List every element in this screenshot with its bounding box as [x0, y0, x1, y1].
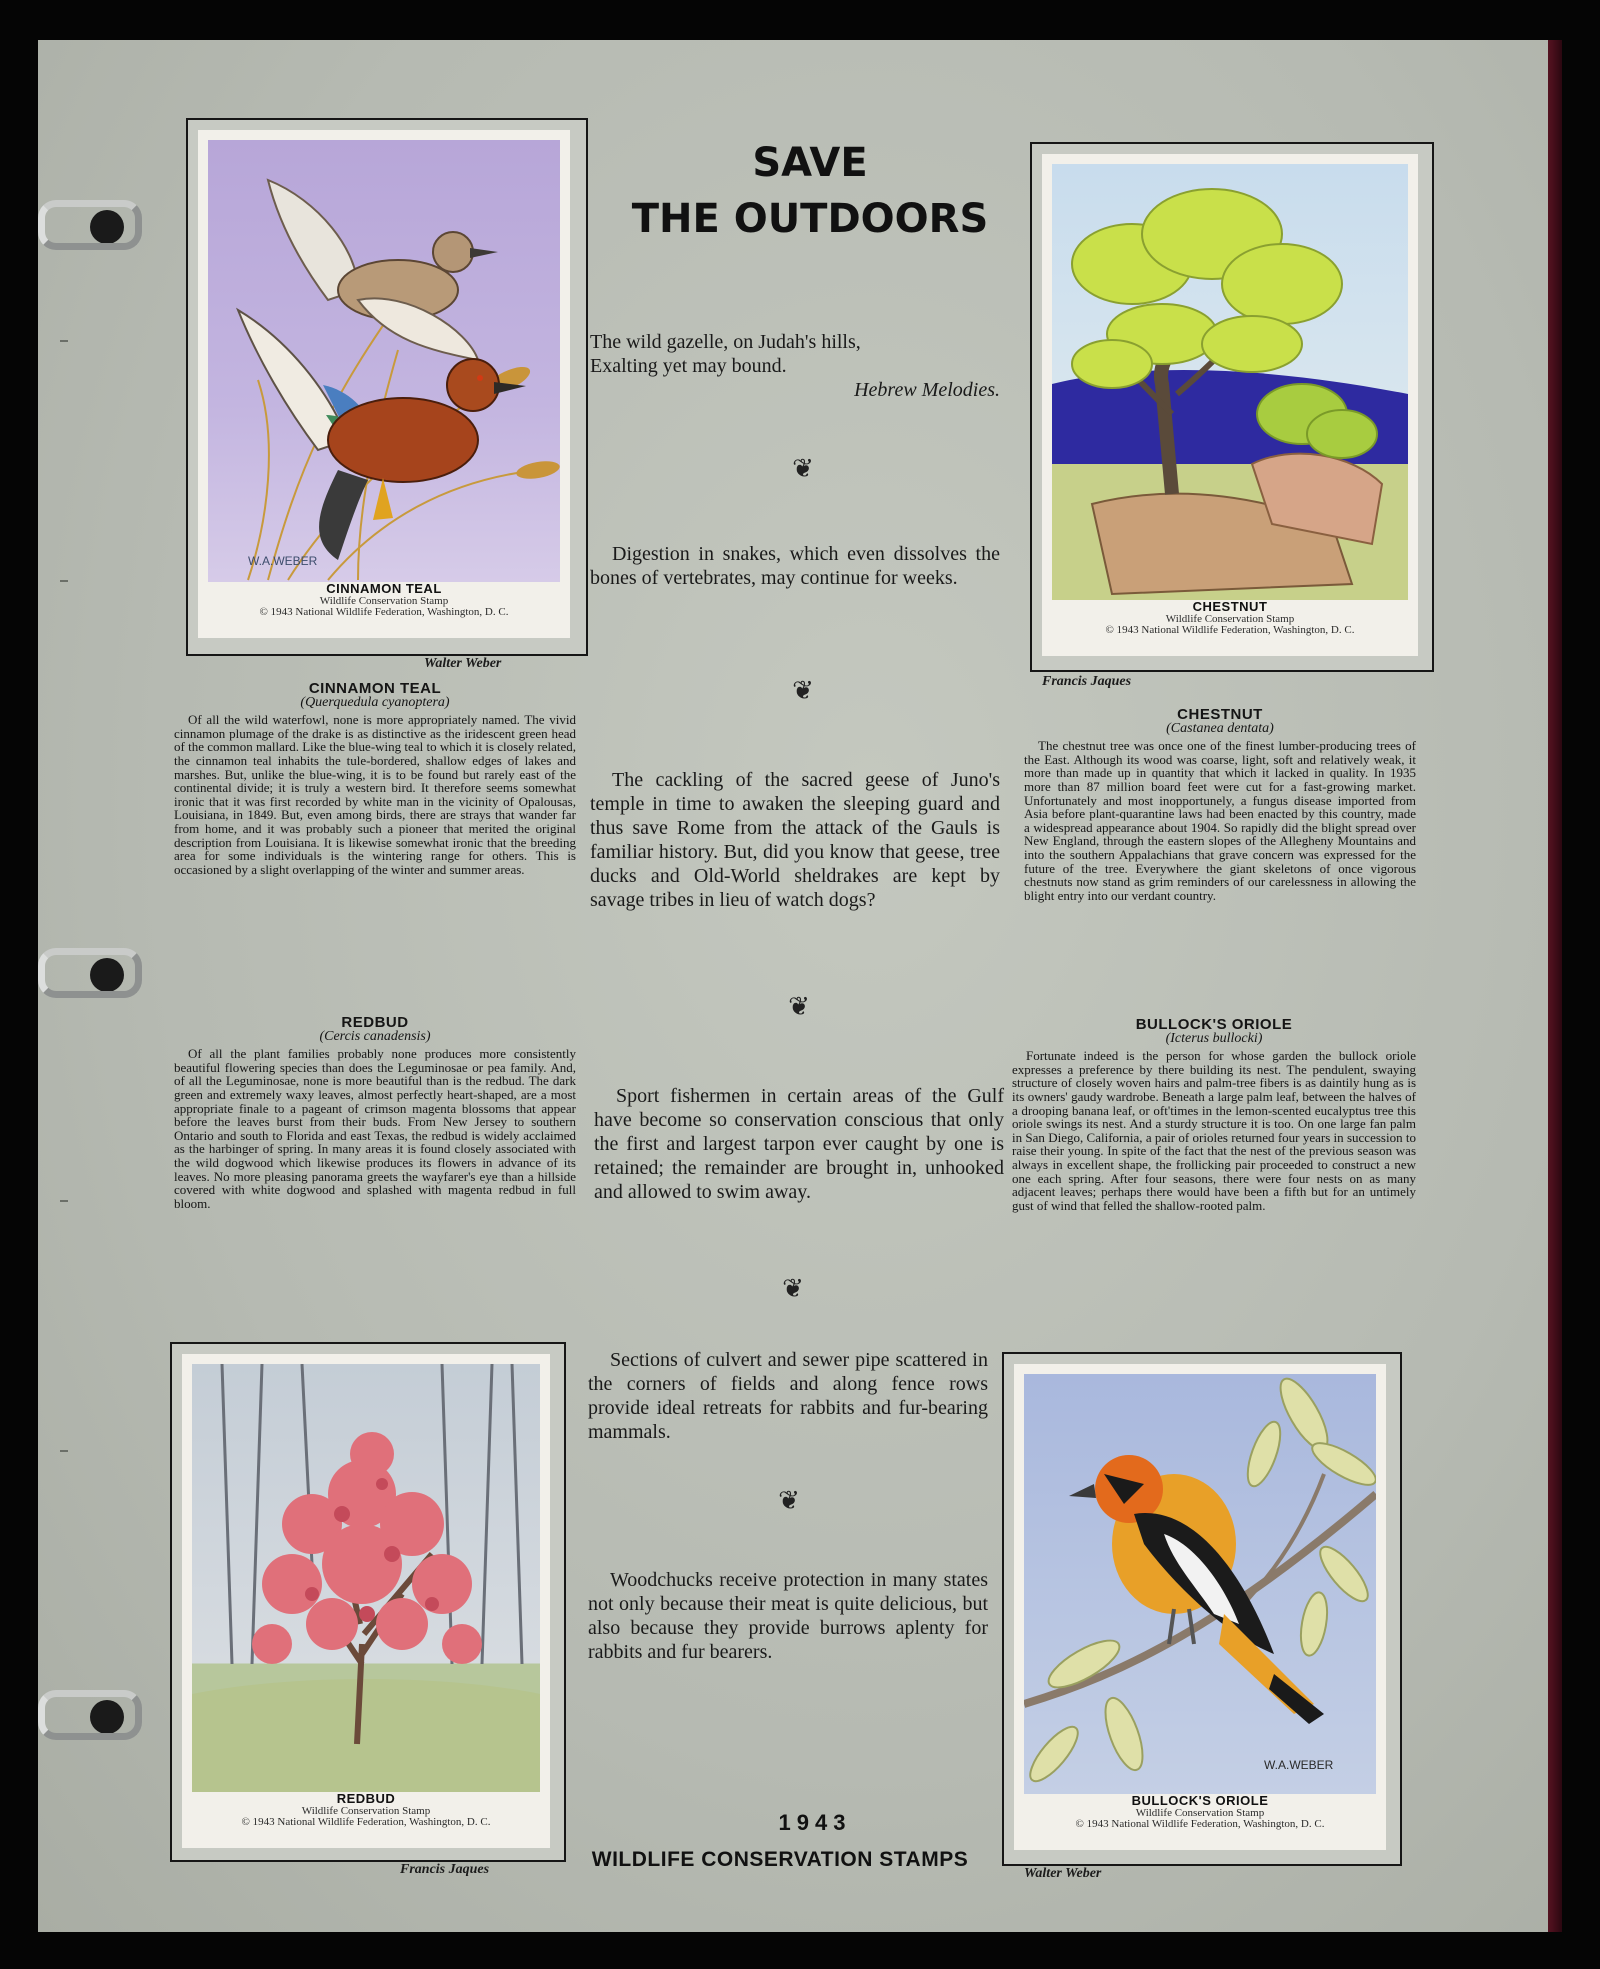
fact-text: The cackling of the sacred geese of Juno's temple in time to awaken the sleeping guard and thus save Rome from the attack of the Gauls is familiar history. But, did you know that geese, tree ducks and Old-World sheldrakes are kept by savage tribes in lieu of watch dogs? [590, 769, 1000, 911]
article-latin-name: (Castanea dentata) [1166, 720, 1274, 736]
fact-geese [590, 768, 1000, 912]
article-body: Fortunate indeed is the person for whose garden the bullock oriole expresses a preference by there building its nest. The pendulent, swaying structure of closely woven hairs and palm-tree fibers is as daintily hung as is its owners' gaudy wardrobe. Beneath a large palm leaf, between the halves of a drooping banana leaf, or oft'times in the lemon-scented eucalyptus tree this oriole swings its nest. And a sturdy structure it is too. On one large fan palm in San Diego, California, a pair of orioles returned four years in succession to raise their young. In spite of the fact that the nest of the previous season was always in excellent shape, the frollicking pair proceeded to construct a new one each spring. After four seasons, there were four nests on as many adjacent leaves; perhaps there would have been a fifth but for an untimely gust of wind that felled the shallow-rooted palm. [1012, 1048, 1416, 1213]
article-body: Of all the plant families probably none produces more consistently beautiful flowering species than does the Leguminosae or pea family. And, of all the Leguminosae, none is more beautiful than is the redbud. The dark green and extremely waxy leaves, almost perfectly heart-shaped, are a most appropriate finale to a pageant of crimson magenta blossoms that appear before the leaves burst from their buds. From New Jersey to southern Ontario and south to Florida and east Texas, the redbud is widely acclaimed as the harbinger of spring. In many areas it is found closely associated with the wild dogwood which likewise produces its flowers in advance of its leaves. No more pleasing panorama greets the wayfarer's eye than a hillside covered with white dogwood and splashed with magenta redbud in full bloom. [174, 1046, 576, 1211]
stamp-name: REDBUD [336, 1791, 396, 1806]
artist-signature: W.A.WEBER [248, 554, 318, 568]
cinnamon-teal-illustration [208, 140, 560, 582]
quote-line-1: The wild gazelle, on Judah's hills, [590, 331, 861, 353]
redbud-tree-illustration [192, 1364, 540, 1792]
poem-quote [590, 330, 1000, 402]
page-title-line2: THE OUTDOORS [631, 196, 989, 242]
fact-text: Digestion in snakes, which even dissolves the bones of vertebrates, may continue for weeks. [590, 543, 1000, 589]
stamp-caption [190, 1792, 542, 1842]
fact-tarpon [594, 1084, 1004, 1204]
article-body: Of all the wild waterfowl, none is more appropriately named. The vivid cinnamon plumage of the drake is as distinctive as the iridescent green head of the common mallard. Like the blue-wing teal to which it is closely related, the cinnamon teal inhabits the tule-bordered, shallow edges of lakes and marshes. But, unlike the blue-wing, it is to be found but rarely east of the continental divide; it is truly a western bird. It therefore seems somewhat ironic that it was first recorded by white man in the vicinity of Opalousas, Louisiana, in 1849. But, even among birds, there are strays that wander far from home, and it was probably such a pioneer that merited the original description from Louisiana. It is likewise somewhat ironic that the breeding area for some individuals is the wintering range for others. This is occasioned by a slight overlapping of the winter and summer areas. [174, 712, 576, 877]
stamp-chestnut [1042, 154, 1418, 656]
stamp-caption [1022, 1794, 1378, 1844]
fact-text: Sections of culvert and sewer pipe scattered in the corners of fields and along fence rows provide ideal retreats for rabbits and fur-bearing mammals. [588, 1349, 988, 1443]
footprint-ornament-icon: ❦ [788, 992, 810, 1021]
artist-signature: W.A.WEBER [1264, 1758, 1334, 1772]
fact-snakes [590, 542, 1000, 590]
article-latin-name: (Querquedula cyanoptera) [300, 694, 450, 710]
footer-year: 1943 [778, 1810, 852, 1835]
footprint-ornament-icon: ❦ [778, 1486, 800, 1515]
stamp-art-chestnut [1052, 164, 1408, 600]
page-tick [60, 580, 68, 582]
stamp-copyright: © 1943 National Wildlife Federation, Washington, D. C. [1105, 624, 1355, 637]
footprint-ornament-icon: ❦ [782, 1274, 804, 1303]
stamp-name: CHESTNUT [1192, 599, 1268, 614]
article-cinnamon-teal [174, 682, 576, 876]
stamp-caption [206, 582, 562, 632]
article-body: The chestnut tree was once one of the finest lumber-producing trees of the East. Although its wood was coarse, light, soft and relatively weak, it more than made up in quantity that which it lacked in quality. In 1935 more than 87 million board feet were cut for a fast-growing market. Unfortunately and most inopportunely, a fungus disease imported from Asia before plant-quarantine laws had been enacted by this country, made a widespread appearance about 1904. So rapidly did the blight spread over New England, through the eastern slopes of the Allegheny Mountains and into the southern Appalachians that grave concern was expressed for the future of the tree. Everywhere the giant skeletons of once vigorous chestnuts now stand as grim reminders of our carelessness in allowing the blight entry into our verdant country. [1024, 738, 1416, 903]
stamp-name: BULLOCK'S ORIOLE [1131, 1793, 1269, 1808]
oriole-illustration [1024, 1374, 1376, 1794]
artist-credit: Francis Jaques [400, 1862, 490, 1877]
stamp-copyright: © 1943 National Wildlife Federation, Washington, D. C. [259, 606, 509, 619]
artist-credit: Walter Weber [424, 656, 502, 671]
fact-text: Woodchucks receive protection in many states not only because their meat is quite delicious, but also because they provide burrows aplenty for rabbits and fur bearers. [588, 1569, 988, 1663]
stamp-art-cinnamon-teal [208, 140, 560, 582]
binder-ring-middle [38, 948, 142, 998]
stamp-subtitle: Wildlife Conservation Stamp [301, 1804, 431, 1817]
fact-culvert [588, 1348, 988, 1444]
page-tick [60, 1450, 68, 1452]
article-redbud [174, 1016, 576, 1210]
article-title: BULLOCK'S ORIOLE [1135, 1016, 1293, 1033]
stamp-subtitle: Wildlife Conservation Stamp [1165, 612, 1295, 625]
stamp-copyright: © 1943 National Wildlife Federation, Washington, D. C. [241, 1816, 491, 1829]
stamp-subtitle: Wildlife Conservation Stamp [319, 594, 449, 607]
page-title-line1: SAVE [752, 140, 868, 186]
stamp-caption [1050, 600, 1410, 650]
footer-title: WILDLIFE CONSERVATION STAMPS [591, 1848, 969, 1871]
artist-credit: Walter Weber [1024, 1866, 1102, 1881]
article-title: CHESTNUT [1177, 706, 1263, 723]
footprint-ornament-icon: ❦ [792, 676, 814, 705]
stamp-art-redbud [192, 1364, 540, 1792]
chestnut-tree-illustration [1052, 164, 1408, 600]
article-title: CINNAMON TEAL [308, 680, 442, 697]
stamp-art-bullocks-oriole [1024, 1374, 1376, 1794]
article-chestnut [1024, 708, 1416, 902]
stamp-subtitle: Wildlife Conservation Stamp [1135, 1806, 1265, 1819]
binder-ring-top [38, 200, 142, 250]
page-tick [60, 1200, 68, 1202]
stamp-bullocks-oriole [1014, 1364, 1386, 1850]
article-title: REDBUD [341, 1014, 409, 1031]
article-bullocks-oriole [1012, 1018, 1416, 1212]
footprint-ornament-icon: ❦ [792, 454, 814, 483]
article-latin-name: (Icterus bullocki) [1165, 1030, 1263, 1046]
quote-source: Hebrew Melodies. [854, 379, 1000, 401]
stamp-copyright: © 1943 National Wildlife Federation, Washington, D. C. [1075, 1818, 1325, 1831]
quote-line-2: Exalting yet may bound. [590, 355, 787, 377]
fact-woodchucks [588, 1568, 988, 1664]
stamp-name: CINNAMON TEAL [326, 581, 442, 596]
fact-text: Sport fishermen in certain areas of the Gulf have become so conservation conscious that only the first and largest tarpon ever caught by one is retained; the remainder are brought in, unhooked and allowed to swim away. [594, 1085, 1004, 1203]
page-tick [60, 340, 68, 342]
article-latin-name: (Cercis canadensis) [319, 1028, 431, 1044]
binder-ring-bottom [38, 1690, 142, 1740]
artist-credit: Francis Jaques [1042, 674, 1132, 689]
stamp-cinnamon-teal [198, 130, 570, 638]
stamp-redbud [182, 1354, 550, 1848]
